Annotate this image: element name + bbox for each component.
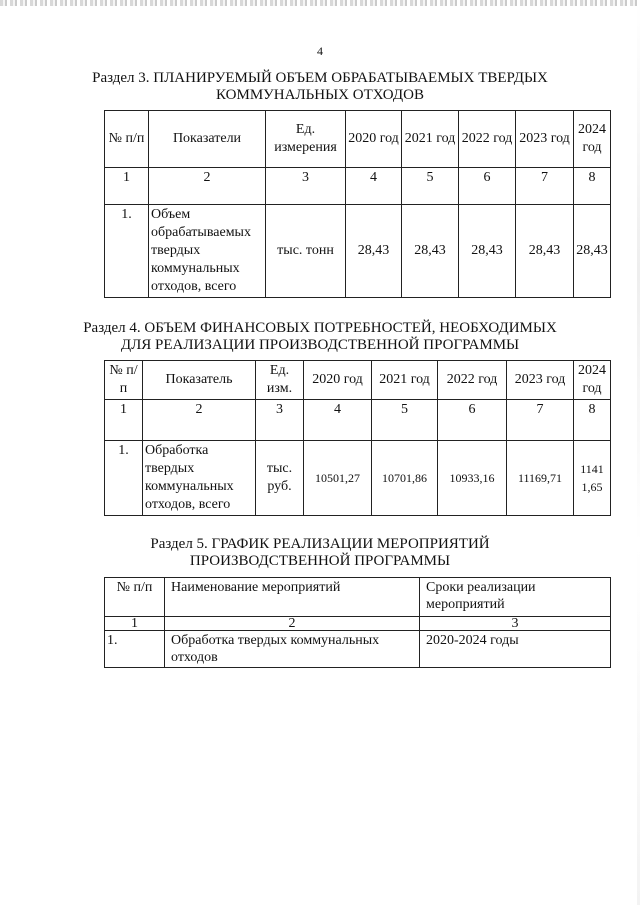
section4-header-row [105, 361, 611, 400]
column-number-cell: 3 [420, 617, 611, 631]
header-cell: Ед. изм. [256, 361, 304, 400]
header-cell: 2020 год [346, 111, 402, 168]
header-cell: 2021 год [372, 361, 438, 400]
header-cell: № п/п [105, 578, 165, 617]
activity-name-cell: Обработка твердых коммунальных отходов [165, 631, 420, 668]
header-cell: № п/п [105, 111, 149, 168]
row-number-cell: 1. [105, 631, 165, 668]
column-number-cell: 8 [574, 168, 611, 205]
column-number-cell: 2 [165, 617, 420, 631]
column-number-cell: 7 [516, 168, 574, 205]
indicator-cell: Обработка твердых коммунальных отходов, всего [143, 441, 256, 516]
section5-table [104, 577, 611, 668]
unit-cell: тыс. тонн [266, 205, 346, 298]
header-cell: № п/п [105, 361, 143, 400]
section5-title [0, 536, 640, 570]
section4-column-number-row [105, 400, 611, 441]
column-number-cell: 6 [438, 400, 507, 441]
column-number-cell: 1 [105, 168, 149, 205]
section5-header-row [105, 578, 611, 617]
header-cell: 2022 год [438, 361, 507, 400]
header-cell: Показатель [143, 361, 256, 400]
value-cell-2020: 28,43 [346, 205, 402, 298]
section3-header-row [105, 111, 611, 168]
column-number-cell: 5 [402, 168, 459, 205]
header-cell: 2024 год [574, 111, 611, 168]
column-number-cell: 5 [372, 400, 438, 441]
header-cell: 2022 год [459, 111, 516, 168]
column-number-cell: 1 [105, 400, 143, 441]
section4-title [0, 320, 640, 354]
section4-title-line2: ДЛЯ РЕАЛИЗАЦИИ ПРОИЗВОДСТВЕННОЙ ПРОГРАММЫ [120, 337, 520, 353]
page-number: 4 [317, 44, 323, 58]
section4-table [104, 360, 611, 516]
section5-title-line1: Раздел 5. ГРАФИК РЕАЛИЗАЦИИ МЕРОПРИЯТИЙ [150, 536, 490, 552]
value-cell-2021: 10701,86 [372, 441, 438, 516]
period-cell: 2020-2024 годы [420, 631, 611, 668]
section3-column-number-row [105, 168, 611, 205]
column-number-cell: 6 [459, 168, 516, 205]
value-cell-2023: 11169,71 [507, 441, 574, 516]
column-number-cell: 4 [304, 400, 372, 441]
header-cell: Ед. измерения [266, 111, 346, 168]
scan-artifact-top [0, 0, 640, 6]
value-cell-2024: 28,43 [574, 205, 611, 298]
column-number-cell: 2 [149, 168, 266, 205]
column-number-cell: 7 [507, 400, 574, 441]
value-cell-2023: 28,43 [516, 205, 574, 298]
column-number-cell: 4 [346, 168, 402, 205]
header-cell: 2021 год [402, 111, 459, 168]
section5-column-number-row [105, 617, 611, 631]
section4-data-row [105, 441, 611, 516]
section3-table [104, 110, 611, 298]
indicator-cell: Объем обрабатываемых твердых коммунальных отходов, всего [149, 205, 266, 298]
unit-cell: тыс. руб. [256, 441, 304, 516]
header-cell: 2023 год [516, 111, 574, 168]
section3-data-row [105, 205, 611, 298]
column-number-cell: 3 [266, 168, 346, 205]
section5-title-line2: ПРОИЗВОДСТВЕННОЙ ПРОГРАММЫ [189, 553, 451, 569]
header-cell: 2020 год [304, 361, 372, 400]
header-cell: Сроки реализации мероприятий [420, 578, 611, 617]
column-number-cell: 3 [256, 400, 304, 441]
column-number-cell: 2 [143, 400, 256, 441]
row-number-cell: 1. [105, 205, 149, 298]
header-cell: Показатели [149, 111, 266, 168]
header-cell: 2024 год [574, 361, 611, 400]
header-cell: Наименование мероприятий [165, 578, 420, 617]
column-number-cell: 8 [574, 400, 611, 441]
section3-title-line1: Раздел 3. ПЛАНИРУЕМЫЙ ОБЪЕМ ОБРАБАТЫВАЕМЫХ ТВЕРДЫХ [92, 70, 548, 86]
section4-title-line1: Раздел 4. ОБЪЕМ ФИНАНСОВЫХ ПОТРЕБНОСТЕЙ, НЕОБХОДИМЫХ [83, 320, 557, 336]
value-cell-2024: 11411,65 [574, 441, 611, 516]
value-cell-2021: 28,43 [402, 205, 459, 298]
value-cell-2022: 28,43 [459, 205, 516, 298]
section3-title [0, 70, 640, 104]
column-number-cell: 1 [105, 617, 165, 631]
value-cell-2022: 10933,16 [438, 441, 507, 516]
row-number-cell: 1. [105, 441, 143, 516]
section3-title-line2: КОММУНАЛЬНЫХ ОТХОДОВ [216, 87, 424, 103]
section5-data-row [105, 631, 611, 668]
value-cell-2020: 10501,27 [304, 441, 372, 516]
header-cell: 2023 год [507, 361, 574, 400]
